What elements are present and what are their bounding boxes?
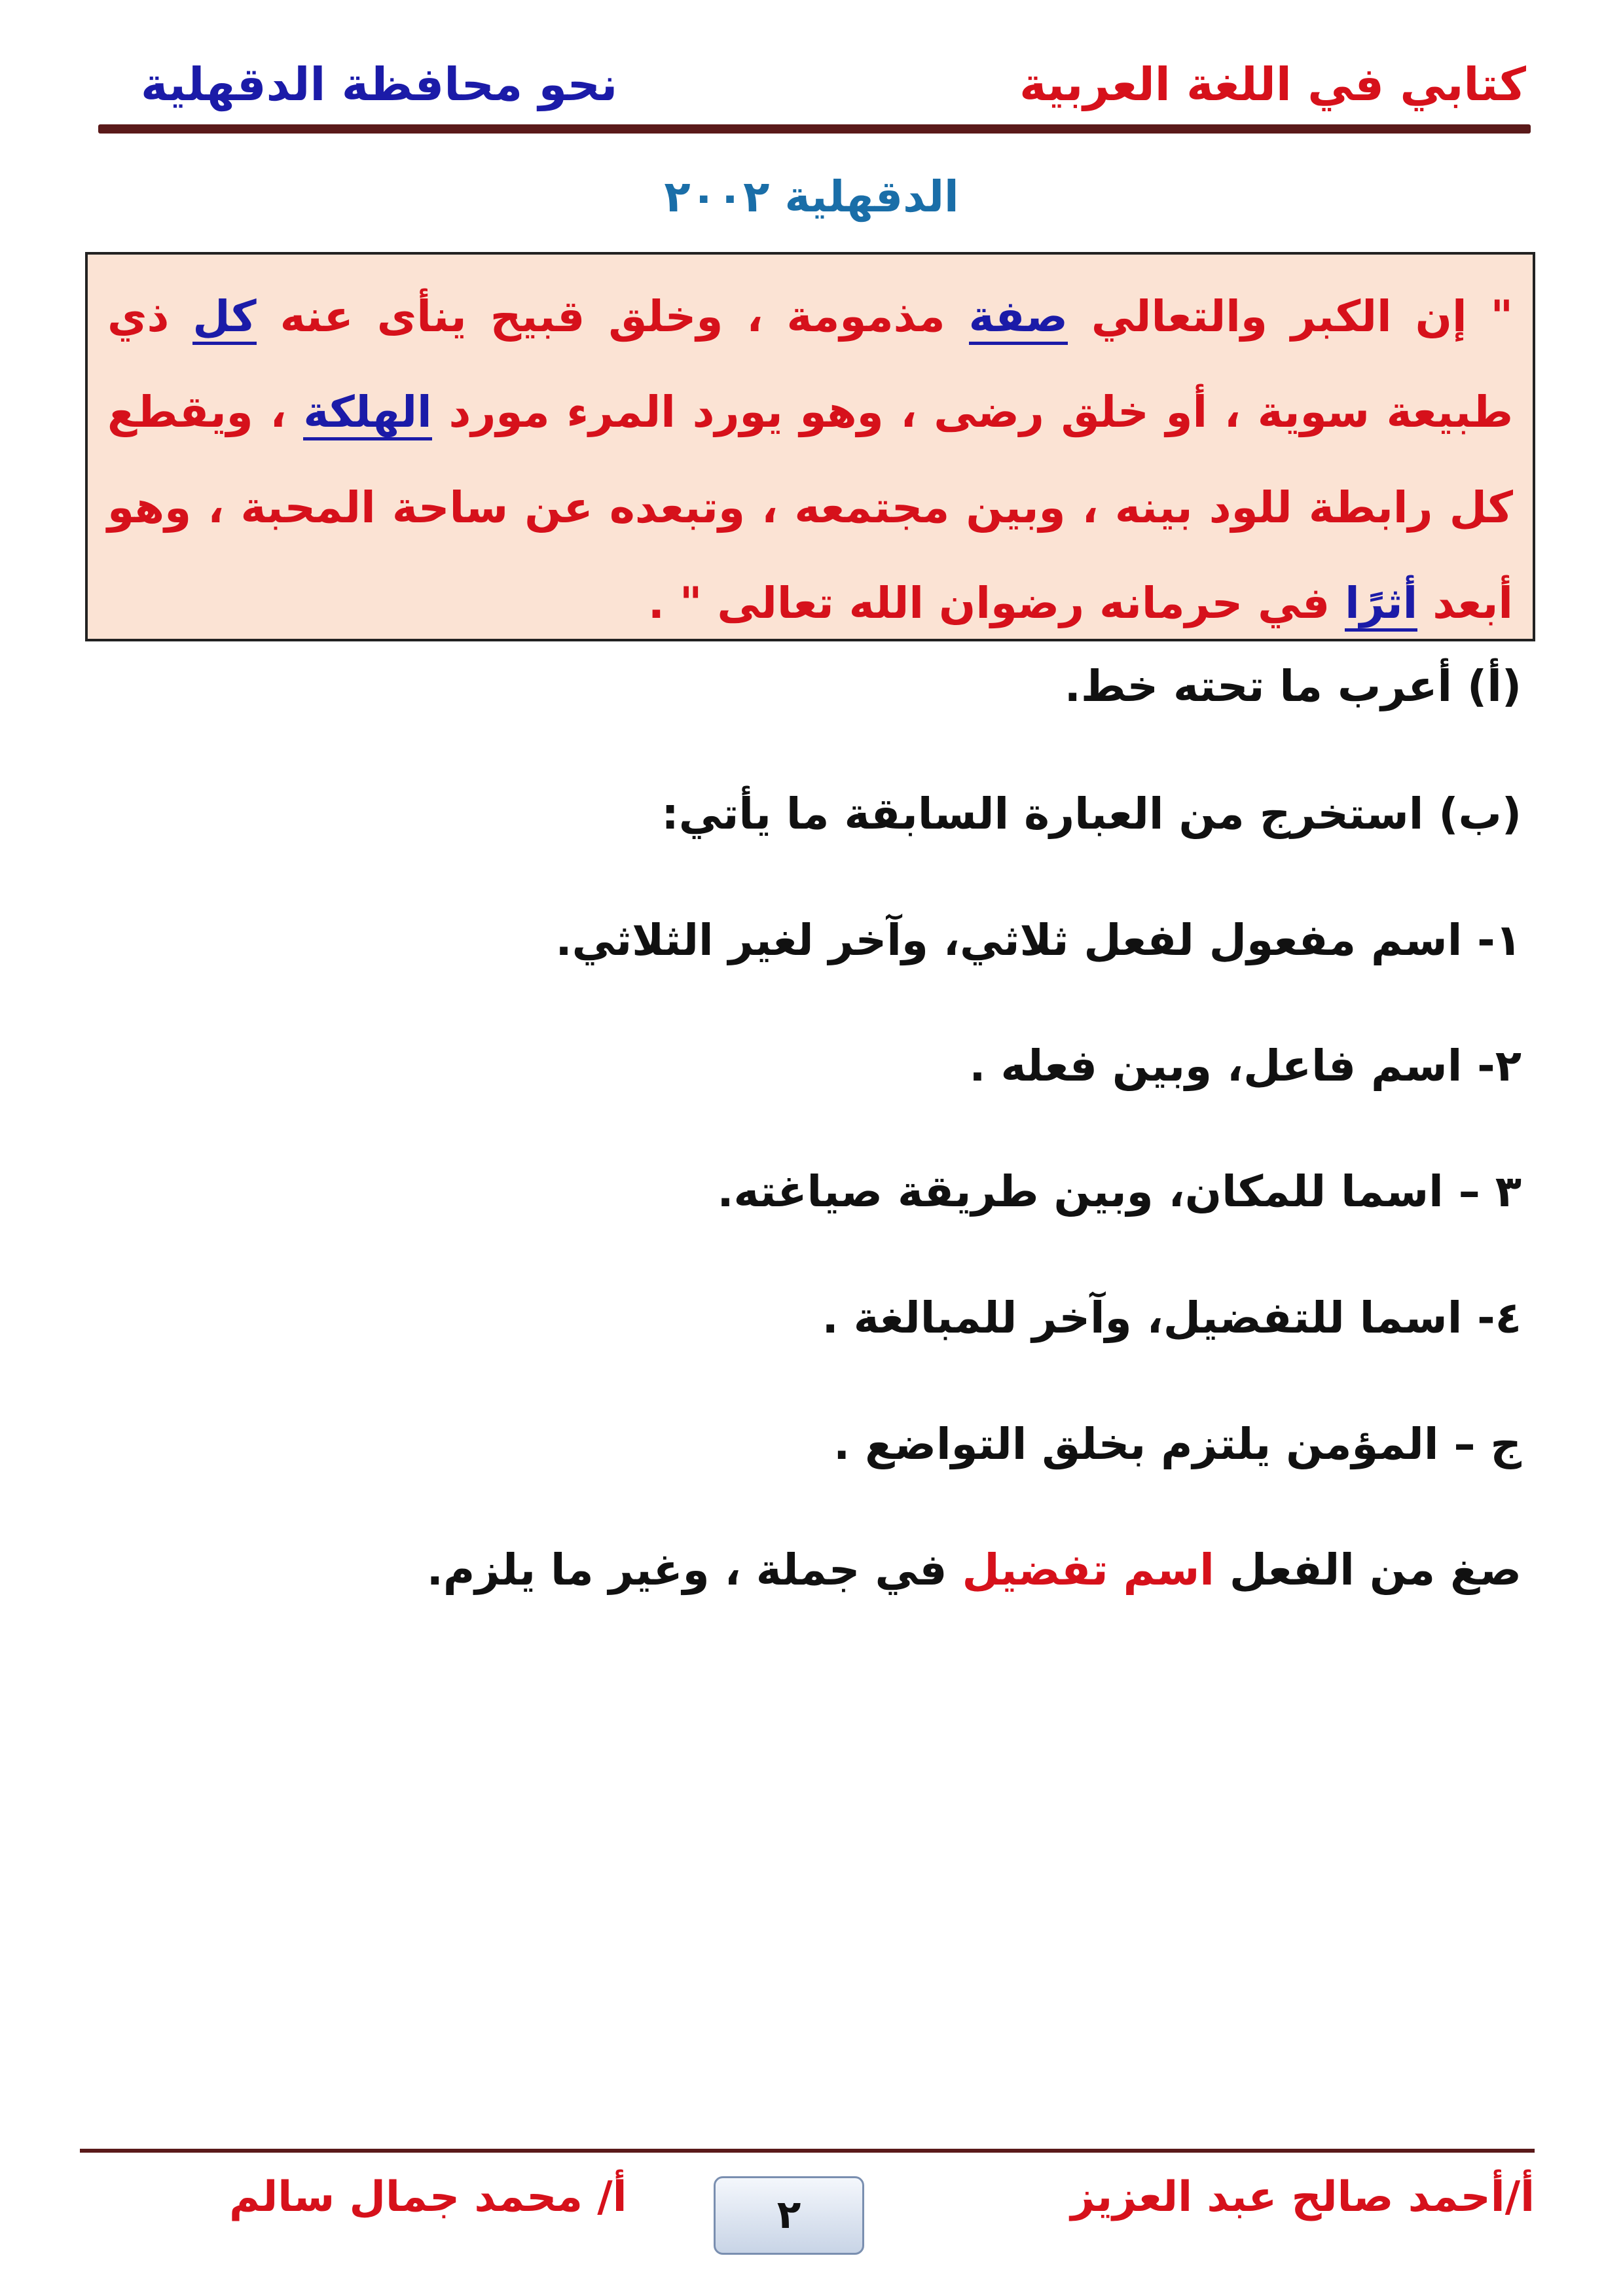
underlined-word: الهلكة [303, 387, 431, 440]
page-number: ٢ [714, 2176, 864, 2255]
underlined-word: أثرًا [1345, 578, 1417, 632]
question-b-item-2: ٢- اسم فاعل، وبين فعله . [969, 1041, 1522, 1091]
question-b-item-1: ١- اسم مفعول لفعل ثلاثي، وآخر لغير الثلاثي. [555, 915, 1522, 965]
question-a: (أ) أعرب ما تحته خط. [1064, 661, 1522, 711]
underlined-word: كل [192, 291, 256, 345]
question-b: (ب) استخرج من العبارة السابقة ما يأتي: [661, 789, 1522, 839]
task-highlight: اسم تفضيل [962, 1545, 1214, 1595]
task-text: صغ من الفعل [1214, 1545, 1522, 1595]
footer-author-left: أ/ محمد جمال سالم [229, 2173, 627, 2221]
section-title: الدقهلية ٢٠٠٢ [664, 171, 959, 222]
passage-segment: ، ويقطع كل رابطة للود بينه ، وبين مجتمعه ، وتبعده عن ساحة المحبة ، وهو أبعد [107, 387, 1513, 628]
header-divider [98, 124, 1531, 134]
question-b-item-3: ٣ – اسما للمكان، وبين طريقة صياغته. [717, 1166, 1522, 1217]
book-title: كتابي في اللغة العربية [1019, 58, 1526, 111]
underlined-word: صفة [969, 291, 1068, 345]
passage-segment: " إن الكبر والتعالي [1067, 291, 1513, 342]
passage-text [107, 269, 1513, 651]
question-c-task [427, 1545, 1522, 1595]
question-c: ج – المؤمن يلتزم بخلق التواضع . [833, 1419, 1522, 1469]
passage-segment: مذمومة ، وخلق قبيح ينأى عنه [256, 291, 969, 342]
footer-author-right: أ/أحمد صالح عبد العزيز [1070, 2173, 1535, 2221]
task-text: في جملة ، وغير ما يلزم. [426, 1545, 962, 1595]
passage-box [85, 252, 1535, 641]
footer-divider [80, 2149, 1535, 2153]
question-b-item-4: ٤- اسما للتفضيل، وآخر للمبالغة . [822, 1293, 1522, 1343]
passage-segment: في حرمانه رضوان الله تعالى " . [647, 578, 1345, 628]
subject-title: نحو محافظة الدقهلية [141, 58, 618, 111]
passage-segment: ذي طبيعة سوية ، أو خلق رضى ، وهو يورد المرء مورد [107, 291, 1513, 437]
